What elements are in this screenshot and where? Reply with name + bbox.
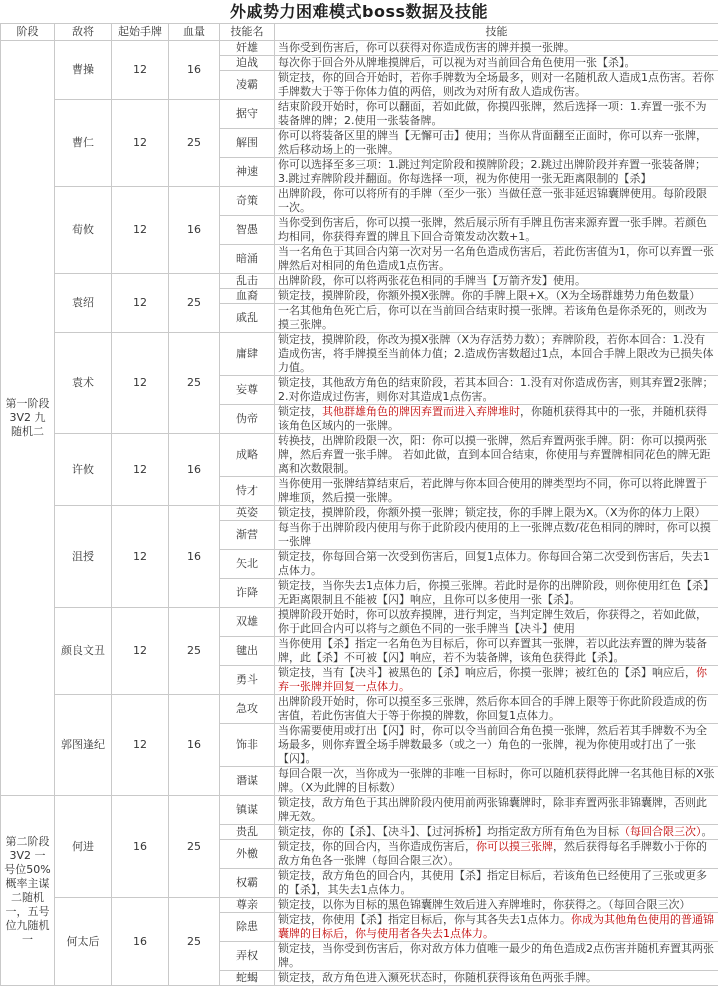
skill-desc-text: 锁定技，以你为目标的黑色锦囊牌生效后进入弃牌堆时，你获得之。（每回合限三次） — [278, 898, 691, 911]
skill-desc-text: 锁定技，你的回合内，当你造成伤害后， — [278, 840, 476, 853]
skill-desc-text: 锁定技，其他敌方角色的结束阶段，若其本回合：1.没有对你造成伤害，则其弃置2张牌；2.对你造成过伤害，则你对其造成1点伤害。 — [278, 376, 714, 403]
skill-name-cell: 奇策 — [220, 187, 275, 216]
skill-desc-text: 锁定技，敌方角色的回合内，其使用【杀】指定目标后，若该角色已经使用了三张或更多的【杀】，其失去1点体力。 — [278, 869, 707, 896]
skill-row — [1, 608, 718, 637]
skill-name-cell: 尊亲 — [220, 898, 275, 913]
skill-desc-cell — [275, 898, 718, 913]
starting-hand-cell: 12 — [112, 434, 169, 506]
skill-desc-text: 摸牌阶段开始时，你可以放弃摸牌，进行判定，当判定牌生效后，你获得之，若如此做，你于此回合内可以将与之颜色不同的一张手牌当【决斗】使用 — [278, 608, 707, 635]
skill-name-cell: 伪帝 — [220, 405, 275, 434]
general-name-cell: 曹操 — [55, 41, 112, 100]
page-title: 外戚势力困难模式boss数据及技能 — [0, 0, 718, 23]
skill-desc-text: 锁定技，摸牌阶段，你额外摸X张牌。你的手牌上限+X。（X为全场群雄势力角色数量） — [278, 289, 700, 302]
skill-desc-cell — [275, 913, 718, 942]
skill-name-cell: 诈降 — [220, 579, 275, 608]
starting-hand-cell: 16 — [112, 796, 169, 898]
skill-desc-text: 锁定技，敌方角色进入濒死状态时，你随机获得该角色两张手牌。 — [278, 971, 597, 984]
general-name-cell: 荀攸 — [55, 187, 112, 274]
skill-row — [1, 796, 718, 825]
skill-desc-text: 锁定技，敌方角色于其出牌阶段内使用前两张锦囊牌时，除非弃置两张非锦囊牌，否则此牌无效。 — [278, 796, 707, 823]
skill-desc-text: 锁定技，你每回合第一次受到伤害后，回复1点体力。你每回合第二次受到伤害后，失去1点体力。 — [278, 550, 710, 577]
skill-desc-text: ，你随机获得其中的一张，并随机获得该角色区域内的一张牌。 — [278, 405, 707, 432]
skill-name-cell: 恃才 — [220, 477, 275, 506]
skill-desc-cell — [275, 840, 718, 869]
skill-name-cell: 据守 — [220, 100, 275, 129]
skill-desc-cell — [275, 333, 718, 376]
skill-desc-text: 锁定技，当你失去1点体力后，你摸三张牌。若此时是你的出牌阶段，则你使用红色【杀】无距离限制且不能被【闪】响应，且你可以多使用一张【杀】。 — [278, 579, 714, 606]
general-name-cell: 沮授 — [55, 506, 112, 608]
skill-desc-cell — [275, 405, 718, 434]
skill-name-cell: 凌霸 — [220, 71, 275, 100]
hp-cell: 16 — [169, 187, 220, 274]
column-header-0: 阶段 — [1, 24, 55, 41]
hp-cell: 25 — [169, 333, 220, 434]
skill-desc-text: 当你需要使用或打出【闪】时，你可以令当前回合角色摸一张牌，然后若其手牌数不为全场最多，则你弃置全场手牌数最多（或之一）角色的一张牌，视为你使用或打出了一张【闪】。 — [278, 724, 707, 765]
skill-name-cell: 血裔 — [220, 289, 275, 304]
header-row — [1, 24, 718, 41]
skill-name-cell: 暗涌 — [220, 245, 275, 274]
starting-hand-cell: 12 — [112, 187, 169, 274]
skill-desc-cell — [275, 216, 718, 245]
skill-name-cell: 双雄 — [220, 608, 275, 637]
skill-desc-cell — [275, 521, 718, 550]
skill-desc-cell — [275, 434, 718, 477]
skill-desc-text: 每当你于出牌阶段内使用与你于此阶段内使用的上一张牌点数/花色相同的牌时，你可以摸一张牌 — [278, 521, 711, 548]
skill-desc-cell — [275, 695, 718, 724]
skill-desc-cell — [275, 304, 718, 333]
skill-desc-cell — [275, 477, 718, 506]
skill-name-cell: 庸肆 — [220, 333, 275, 376]
skill-name-cell: 外檄 — [220, 840, 275, 869]
skill-desc-cell — [275, 666, 718, 695]
skill-name-cell: 毽出 — [220, 637, 275, 666]
skill-desc-text: 锁定技，你的回合开始时，若你手牌数为全场最多，则对一名随机敌人造成1点伤害。若你手牌数大于等于你体力值的两倍，则改为对所有敌人造成伤害。 — [278, 71, 714, 98]
skill-name-cell: 解围 — [220, 129, 275, 158]
skill-desc-text: ，然后获得每名手牌数小于你的敌方角色各一张牌（每回合限三次）。 — [278, 840, 707, 867]
skill-name-cell: 矢北 — [220, 550, 275, 579]
skill-desc-cell — [275, 550, 718, 579]
skill-desc-cell — [275, 245, 718, 274]
skill-name-cell: 戚乱 — [220, 304, 275, 333]
skill-desc-text: 锁定技，摸牌阶段，你改为摸X张牌（X为存活势力数）；弃牌阶段，若你本回合：1.没有造成伤害，将手牌摸至当前体力值；2.造成伤害数超过1点，本回合手牌上限改为已损失体力值。 — [278, 333, 714, 374]
skill-desc-cell — [275, 100, 718, 129]
skill-desc-text: 锁定技，摸牌阶段，你额外摸一张牌；锁定技，你的手牌上限为X。（X为你的体力上限） — [278, 506, 706, 519]
skill-desc-cell — [275, 289, 718, 304]
skill-desc-text: 一名其他角色死亡后，你可以在当前回合结束时摸一张牌。若该角色是你杀死的，则改为摸三张牌。 — [278, 304, 707, 331]
column-header-5: 技能 — [275, 24, 718, 41]
skill-desc-cell — [275, 158, 718, 187]
general-name-cell: 袁术 — [55, 333, 112, 434]
skill-desc-text: 锁定技， — [278, 405, 322, 418]
skill-desc-text: 当你受到伤害后，你可以获得对你造成伤害的牌并摸一张牌。 — [278, 41, 575, 54]
skill-name-cell: 弄权 — [220, 942, 275, 971]
skill-desc-cell — [275, 129, 718, 158]
general-name-cell: 袁绍 — [55, 274, 112, 333]
skill-desc-highlight: 你成为其他角色使用的普通锦囊牌的目标后，你与使用者各失去1点体力。 — [278, 913, 714, 940]
starting-hand-cell: 12 — [112, 41, 169, 100]
starting-hand-cell: 16 — [112, 898, 169, 986]
skill-name-cell: 渐营 — [220, 521, 275, 550]
skill-desc-cell — [275, 825, 718, 840]
skill-desc-cell — [275, 767, 718, 796]
skill-name-cell: 乱击 — [220, 274, 275, 289]
skill-name-cell: 蛇蝎 — [220, 971, 275, 986]
skill-desc-cell — [275, 608, 718, 637]
skill-name-cell: 勇斗 — [220, 666, 275, 695]
skill-row — [1, 100, 718, 129]
skill-row — [1, 333, 718, 376]
skill-row — [1, 506, 718, 521]
hp-cell: 25 — [169, 796, 220, 898]
skill-desc-text: 你可以将装备区里的牌当【无懈可击】使用；当你从背面翻至正面时，你可以弃一张牌，然后移动场上的一张牌。 — [278, 129, 707, 156]
stage-cell: 第一阶段3V2 九随机二 — [1, 41, 55, 796]
hp-cell: 16 — [169, 695, 220, 796]
skill-name-cell: 镇谋 — [220, 796, 275, 825]
skill-desc-text: 你可以选择至多三项：1.跳过判定阶段和摸牌阶段；2.跳过出牌阶段并弃置一张装备牌；3.跳过弃牌阶段并翻面。你每选择一项，视为你使用一张无距离限制的【杀】 — [278, 158, 706, 185]
skill-desc-text: 当一名角色于其回合内第一次对另一名角色造成伤害后，若此伤害值为1，你可以弃置一张牌然后对相同的角色造成1点伤害。 — [278, 245, 714, 272]
skill-desc-text: 当你使用一张牌结算结束后，若此牌与你本回合使用的牌类型均不同，你可以将此牌置于牌堆顶，然后摸一张牌。 — [278, 477, 707, 504]
general-name-cell: 曹仁 — [55, 100, 112, 187]
skill-desc-cell — [275, 274, 718, 289]
skill-desc-cell — [275, 71, 718, 100]
skill-desc-cell — [275, 796, 718, 825]
starting-hand-cell: 12 — [112, 274, 169, 333]
skill-desc-highlight: 你可以摸三张牌 — [476, 840, 553, 853]
skill-row — [1, 695, 718, 724]
skill-desc-text: 锁定技，你使用【杀】指定目标后，你与其各失去1点体力。 — [278, 913, 571, 926]
column-header-3: 血量 — [169, 24, 220, 41]
skill-desc-text: 结束阶段开始时，你可以翻面，若如此做，你摸四张牌，然后选择一项：1.弃置一张不为装备牌的牌；2.使用一张装备牌。 — [278, 100, 707, 127]
skill-desc-text: 当你使用【杀】指定一名角色为目标后，你可以弃置其一张牌，若以此法弃置的牌为装备牌，此【杀】不可被【闪】响应，若不为装备牌，该角色获得此【杀】。 — [278, 637, 707, 664]
skill-name-cell: 权霸 — [220, 869, 275, 898]
skill-name-cell: 成略 — [220, 434, 275, 477]
skill-row — [1, 898, 718, 913]
skill-name-cell: 谮谋 — [220, 767, 275, 796]
skill-desc-text: 每回合限一次，当你成为一张牌的非唯一目标时，你可以随机获得此牌一名其他目标的X张牌。（X为此牌的目标数） — [278, 767, 715, 794]
skill-desc-highlight: （每回合限三次） — [619, 825, 702, 838]
skill-desc-text: 。 — [702, 825, 713, 838]
skill-name-cell: 急攻 — [220, 695, 275, 724]
starting-hand-cell: 12 — [112, 333, 169, 434]
general-name-cell: 何太后 — [55, 898, 112, 986]
skill-row — [1, 274, 718, 289]
hp-cell: 16 — [169, 434, 220, 506]
column-header-2: 起始手牌 — [112, 24, 169, 41]
hp-cell: 16 — [169, 41, 220, 100]
skill-name-cell: 贵乱 — [220, 825, 275, 840]
skill-desc-text: 出牌阶段开始时，你可以摸至多三张牌，然后你本回合的手牌上限等于你此阶段造成的伤害值，若此伤害值大于等于你摸的牌数，你回复1点体力。 — [278, 695, 707, 722]
skill-name-cell: 智愚 — [220, 216, 275, 245]
general-name-cell: 颜良文丑 — [55, 608, 112, 695]
starting-hand-cell: 12 — [112, 506, 169, 608]
skill-name-cell: 迫战 — [220, 56, 275, 71]
starting-hand-cell: 12 — [112, 695, 169, 796]
hp-cell: 16 — [169, 506, 220, 608]
general-name-cell: 何进 — [55, 796, 112, 898]
skill-name-cell: 饰非 — [220, 724, 275, 767]
hp-cell: 25 — [169, 898, 220, 986]
skill-name-cell: 奸雄 — [220, 41, 275, 56]
stage-cell: 第二阶段3V2 一号位50%概率主谋二随机一，五号位九随机一 — [1, 796, 55, 986]
hp-cell: 25 — [169, 100, 220, 187]
skill-name-cell: 神速 — [220, 158, 275, 187]
skill-desc-cell — [275, 579, 718, 608]
skill-desc-cell — [275, 506, 718, 521]
skill-desc-text: 出牌阶段，你可以将两张花色相同的手牌当【万箭齐发】使用。 — [278, 274, 586, 287]
hp-cell: 25 — [169, 274, 220, 333]
skill-desc-cell — [275, 869, 718, 898]
skill-desc-cell — [275, 41, 718, 56]
skill-desc-highlight: 你弃一张牌并回复一点体力。 — [278, 666, 707, 693]
skill-desc-cell — [275, 724, 718, 767]
general-name-cell: 郭图逢纪 — [55, 695, 112, 796]
skill-desc-text: 转换技，出牌阶段限一次，阳：你可以摸一张牌，然后弃置两张手牌。阴：你可以摸两张牌，然后弃置一张手牌。 若如此做，直到本回合结束，你使用与弃置牌相同花色的牌无距离和次数限制。 — [278, 434, 711, 475]
hp-cell: 25 — [169, 608, 220, 695]
skill-desc-cell — [275, 376, 718, 405]
skill-desc-text: 锁定技，当你受到伤害后，你对敌方体力值唯一最少的角色造成2点伤害并随机弃置其两张牌。 — [278, 942, 714, 969]
skill-desc-text: 每次你于回合外从牌堆摸牌后，可以视为对当前回合角色使用一张【杀】。 — [278, 56, 636, 69]
starting-hand-cell: 12 — [112, 100, 169, 187]
skill-desc-cell — [275, 942, 718, 971]
skill-desc-cell — [275, 971, 718, 986]
column-header-4: 技能名 — [220, 24, 275, 41]
general-name-cell: 许攸 — [55, 434, 112, 506]
column-header-1: 敌将 — [55, 24, 112, 41]
skill-row — [1, 41, 718, 56]
skill-name-cell: 英姿 — [220, 506, 275, 521]
skill-desc-cell — [275, 637, 718, 666]
skill-desc-text: 锁定技，当有【决斗】被黑色的【杀】响应后，你摸一张牌；被红色的【杀】响应后， — [278, 666, 696, 679]
skill-desc-text: 出牌阶段，你可以将所有的手牌（至少一张）当做任意一张非延迟锦囊牌使用。每阶段限一次。 — [278, 187, 707, 214]
skill-desc-cell — [275, 56, 718, 71]
skill-desc-text: 当你受到伤害后，你可以摸一张牌，然后展示所有手牌且伤害来源弃置一张手牌。若颜色均相同，你获得弃置的牌且下回合奇策发动次数+1。 — [278, 216, 707, 243]
skill-row — [1, 434, 718, 477]
skill-desc-highlight: 其他群雄角色的牌因弃置而进入弃牌堆时 — [322, 405, 520, 418]
skill-row — [1, 187, 718, 216]
skill-name-cell: 除患 — [220, 913, 275, 942]
boss-skill-table — [0, 23, 718, 986]
starting-hand-cell: 12 — [112, 608, 169, 695]
skill-desc-text: 锁定技，你的【杀】、【决斗】、【过河拆桥】均指定敌方所有角色为目标 — [278, 825, 619, 838]
skill-name-cell: 妄尊 — [220, 376, 275, 405]
skill-desc-cell — [275, 187, 718, 216]
